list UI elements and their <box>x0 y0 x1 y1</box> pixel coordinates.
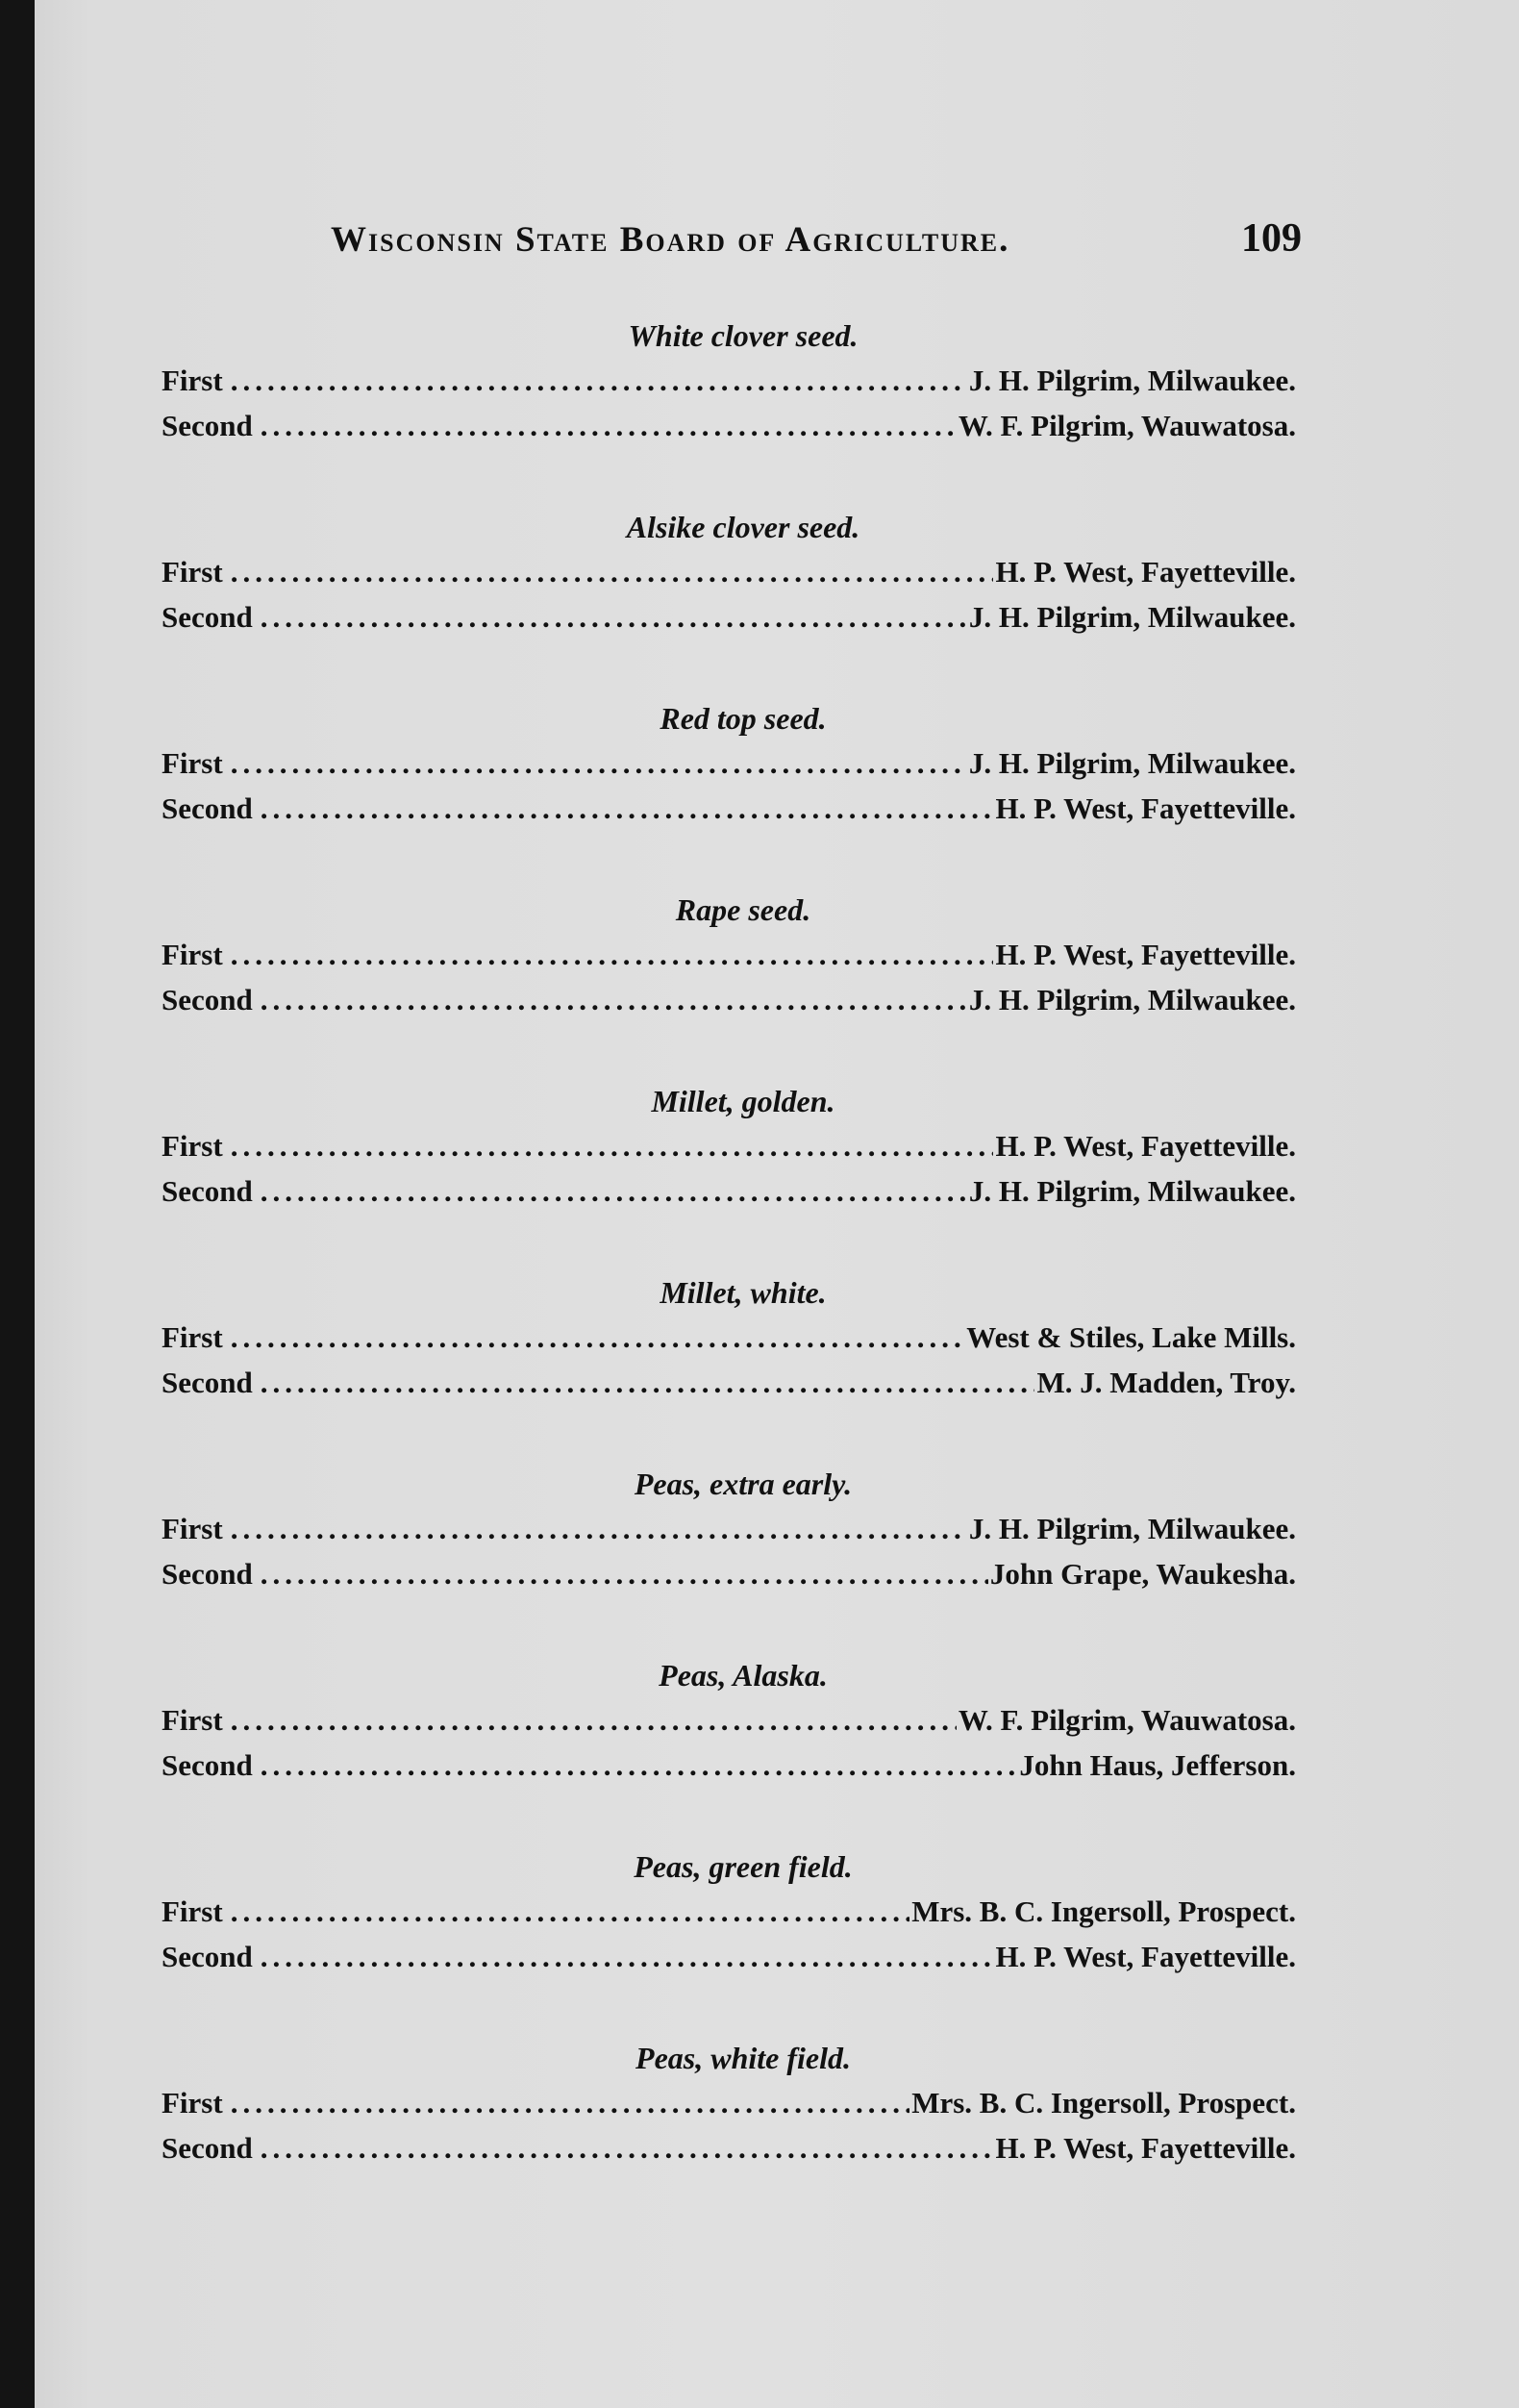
section-title: Alsike clover seed. <box>626 510 860 544</box>
section-title: Peas, extra early. <box>634 1467 853 1501</box>
dot-leader <box>231 1506 967 1551</box>
award-entry <box>162 1123 1296 1168</box>
winner-name: John Grape, Waukesha. <box>989 1557 1296 1591</box>
dot-leader <box>231 1315 965 1360</box>
award-entry <box>162 1743 1296 1788</box>
award-entry <box>162 740 1296 786</box>
place-label: Second <box>162 1940 253 1973</box>
dot-leader <box>261 1551 988 1596</box>
dot-leader <box>261 1168 967 1214</box>
dot-leader <box>261 1360 1035 1405</box>
dot-leader <box>261 403 957 448</box>
dot-leader <box>231 1697 957 1743</box>
place-label: First <box>162 1129 223 1163</box>
section-title: Millet, white. <box>660 1275 827 1310</box>
award-entry <box>162 358 1296 403</box>
winner-name: H. P. West, Fayetteville. <box>995 1940 1296 1973</box>
dot-leader <box>231 549 994 594</box>
dot-leader <box>231 1889 910 1934</box>
winner-name: John Haus, Jefferson. <box>1019 1748 1296 1782</box>
winner-name: J. H. Pilgrim, Milwaukee. <box>968 1174 1296 1208</box>
place-label: First <box>162 2086 223 2120</box>
place-label: Second <box>162 600 253 634</box>
award-section <box>162 1079 1296 1214</box>
award-entry <box>162 932 1296 977</box>
winner-name: H. P. West, Fayetteville. <box>995 2131 1296 2165</box>
place-label: Second <box>162 2131 253 2165</box>
winner-name: J. H. Pilgrim, Milwaukee. <box>968 983 1296 1016</box>
award-entry <box>162 549 1296 594</box>
dot-leader <box>231 358 967 403</box>
award-section <box>162 696 1296 831</box>
award-entry <box>162 1551 1296 1596</box>
award-entry <box>162 403 1296 448</box>
award-section <box>162 2036 1296 2170</box>
place-label: Second <box>162 983 253 1016</box>
place-label: First <box>162 938 223 971</box>
place-label: First <box>162 364 223 397</box>
winner-name: Mrs. B. C. Ingersoll, Prospect. <box>911 2086 1296 2120</box>
award-entry <box>162 1168 1296 1214</box>
dot-leader <box>261 1934 994 1979</box>
dot-leader <box>261 2125 994 2170</box>
page-header <box>331 216 1302 277</box>
award-entry <box>162 977 1296 1022</box>
dot-leader <box>231 740 967 786</box>
dot-leader <box>231 2080 910 2125</box>
place-label: Second <box>162 1748 253 1782</box>
dot-leader <box>231 1123 994 1168</box>
page-number: 109 <box>1241 216 1302 261</box>
award-section <box>162 888 1296 1022</box>
dot-leader <box>261 1743 1018 1788</box>
place-label: Second <box>162 409 253 442</box>
winner-name: H. P. West, Fayetteville. <box>995 938 1296 971</box>
winner-name: W. F. Pilgrim, Wauwatosa. <box>958 409 1296 442</box>
section-title: Peas, green field. <box>634 1849 853 1884</box>
award-section <box>162 314 1296 448</box>
winner-name: M. J. Madden, Troy. <box>1036 1366 1296 1399</box>
award-section <box>162 1462 1296 1596</box>
winner-name: J. H. Pilgrim, Milwaukee. <box>968 1512 1296 1545</box>
dot-leader <box>231 932 994 977</box>
award-entry <box>162 2080 1296 2125</box>
winner-name: H. P. West, Fayetteville. <box>995 1129 1296 1163</box>
place-label: First <box>162 1320 223 1354</box>
award-section <box>162 505 1296 640</box>
award-entry <box>162 1315 1296 1360</box>
dot-leader <box>261 594 967 640</box>
winner-name: W. F. Pilgrim, Wauwatosa. <box>958 1703 1296 1737</box>
award-section <box>162 1844 1296 1979</box>
place-label: First <box>162 1894 223 1928</box>
place-label: Second <box>162 1366 253 1399</box>
winner-name: West & Stiles, Lake Mills. <box>966 1320 1296 1354</box>
award-section <box>162 1270 1296 1405</box>
winner-name: H. P. West, Fayetteville. <box>995 555 1296 589</box>
place-label: Second <box>162 1557 253 1591</box>
place-label: Second <box>162 1174 253 1208</box>
dot-leader <box>261 786 994 831</box>
award-entry <box>162 2125 1296 2170</box>
awards-list <box>162 314 1296 2227</box>
award-entry <box>162 1360 1296 1405</box>
award-entry <box>162 594 1296 640</box>
place-label: First <box>162 1703 223 1737</box>
winner-name: H. P. West, Fayetteville. <box>995 791 1296 825</box>
winner-name: J. H. Pilgrim, Milwaukee. <box>968 364 1296 397</box>
award-entry <box>162 786 1296 831</box>
place-label: First <box>162 555 223 589</box>
section-title: Rape seed. <box>675 892 811 927</box>
section-title: Millet, golden. <box>651 1084 835 1118</box>
running-head: Wisconsin State Board of Agriculture. <box>331 220 1010 260</box>
place-label: First <box>162 1512 223 1545</box>
award-entry <box>162 1934 1296 1979</box>
award-entry <box>162 1889 1296 1934</box>
section-title: Peas, white field. <box>635 2041 851 2075</box>
award-entry <box>162 1506 1296 1551</box>
section-title: Peas, Alaska. <box>659 1658 828 1693</box>
dot-leader <box>261 977 967 1022</box>
place-label: Second <box>162 791 253 825</box>
section-title: White clover seed. <box>628 318 859 353</box>
winner-name: J. H. Pilgrim, Milwaukee. <box>968 746 1296 780</box>
winner-name: Mrs. B. C. Ingersoll, Prospect. <box>911 1894 1296 1928</box>
binding-edge <box>0 0 35 2408</box>
winner-name: J. H. Pilgrim, Milwaukee. <box>968 600 1296 634</box>
place-label: First <box>162 746 223 780</box>
section-title: Red top seed. <box>660 701 827 736</box>
award-entry <box>162 1697 1296 1743</box>
award-section <box>162 1653 1296 1788</box>
